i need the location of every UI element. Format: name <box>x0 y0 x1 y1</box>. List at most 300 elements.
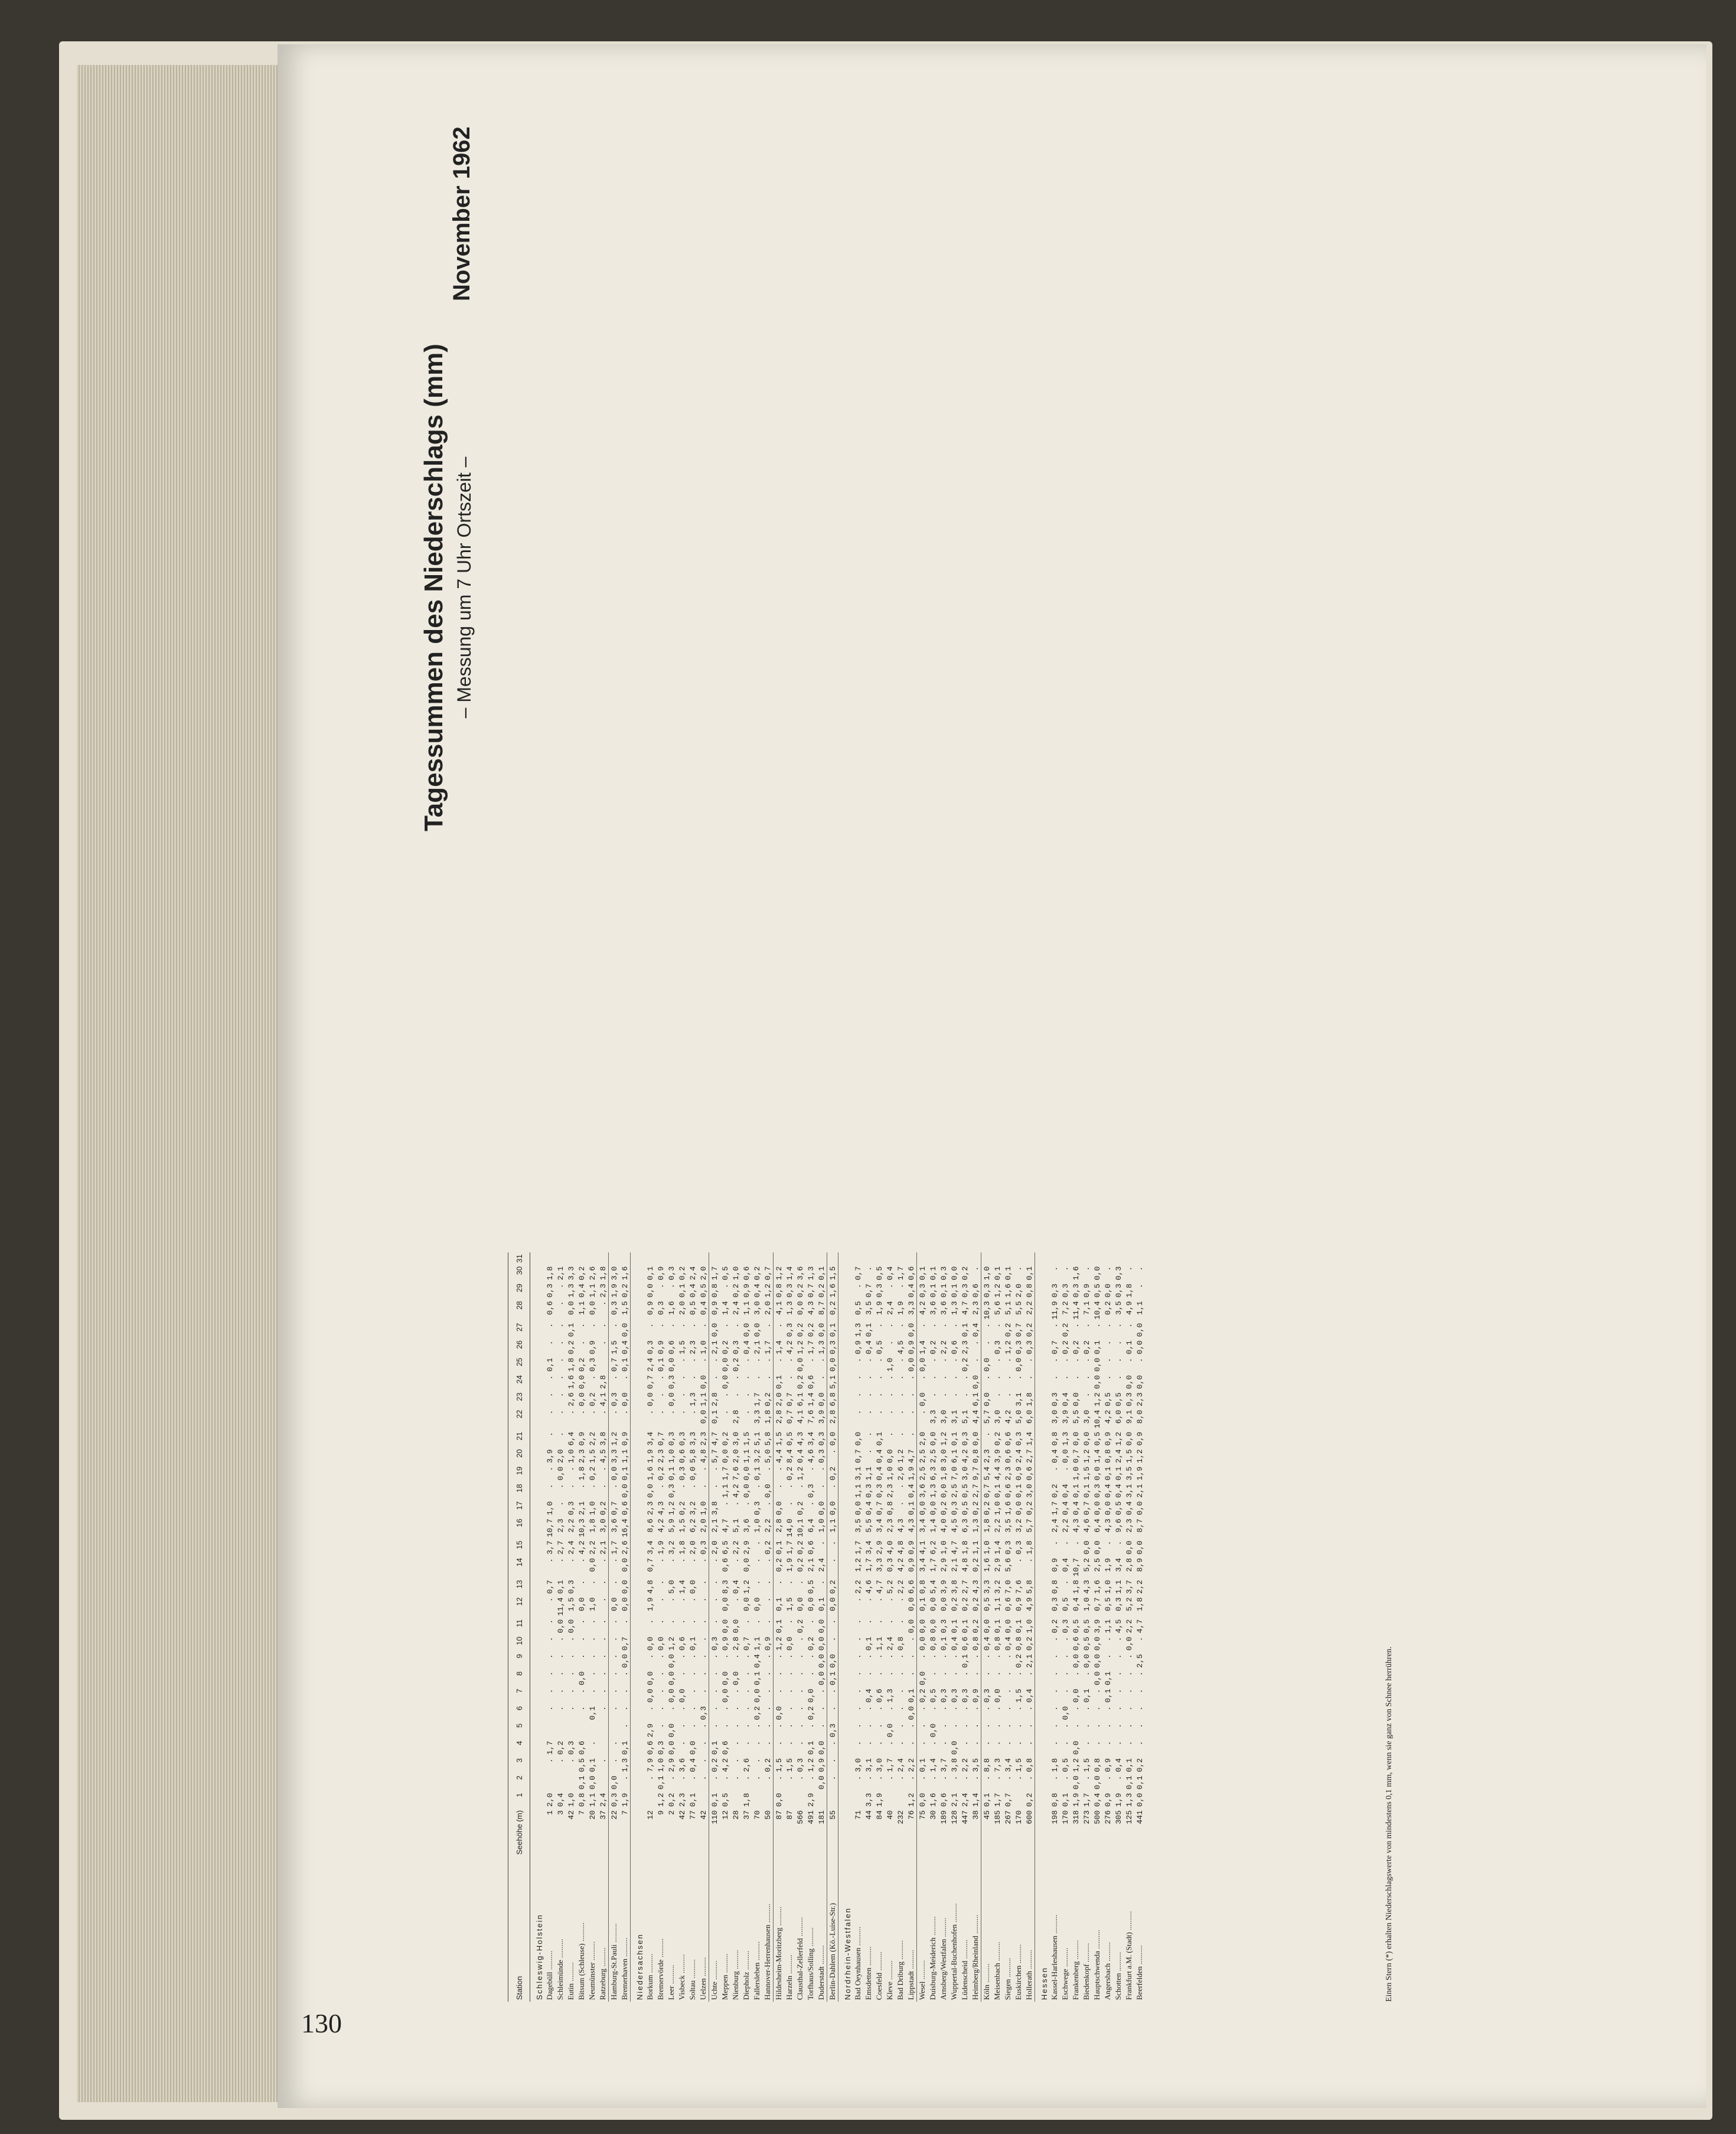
precip-value: . <box>885 1284 895 1288</box>
precip-value: . <box>545 1340 554 1345</box>
precip-value: 3,2 <box>752 1449 762 1463</box>
precip-value: 0,0 <box>1103 1284 1112 1298</box>
precip-value: . <box>960 1671 970 1676</box>
precip-value: . <box>874 1671 884 1676</box>
precip-value: 1,4 <box>993 1541 1002 1555</box>
precip-value: . <box>1071 1375 1081 1380</box>
precip-value <box>774 1252 785 1264</box>
precip-value: 3,7 <box>545 1541 554 1555</box>
precip-value: 1,3 <box>1124 1793 1134 1807</box>
precip-value: . <box>556 1409 565 1415</box>
precip-value: . <box>1135 1358 1144 1363</box>
precip-value: 0,5 <box>1071 1619 1081 1633</box>
precip-value: . <box>1124 1266 1134 1271</box>
header-day: 30 <box>508 1265 530 1282</box>
precip-value: 0,7 <box>1003 1793 1013 1807</box>
precip-value: . <box>1050 1375 1059 1380</box>
precip-value: 3,0 <box>1024 1484 1034 1498</box>
precip-value: 3,0 <box>731 1431 740 1446</box>
precip-value: 6,4 <box>566 1431 576 1446</box>
precip-value: 0,0 <box>577 1597 586 1611</box>
precip-value: . <box>1050 1776 1059 1780</box>
precip-value <box>1049 1252 1060 1264</box>
precip-value: . <box>556 1558 565 1563</box>
precip-value <box>576 1722 587 1739</box>
precip-value: 0,3 <box>699 1541 708 1555</box>
precip-value: 1,4 <box>971 1793 980 1807</box>
precip-value: 1,7 <box>896 1266 905 1280</box>
station-height: 447 <box>960 1810 970 1825</box>
precip-value <box>1013 1791 1024 1808</box>
precip-value: 4,1 <box>598 1392 608 1407</box>
precip-value: 0,1 <box>864 1323 873 1337</box>
precip-value: 4,7 <box>1135 1619 1144 1633</box>
station-height: 12 <box>720 1810 730 1820</box>
station-name: Nienburg .......... <box>731 1950 740 2000</box>
precip-value <box>863 1252 874 1264</box>
precip-value: 0,3 <box>1114 1266 1123 1280</box>
precip-value: 1,5 <box>827 1265 838 1282</box>
precip-value: 1,3 <box>620 1758 629 1773</box>
precip-value: . <box>795 1706 805 1711</box>
precip-value: . <box>752 1758 762 1763</box>
precip-value: . <box>566 1636 576 1642</box>
precip-value: 0,7 <box>609 1356 620 1373</box>
precip-value <box>1071 1252 1081 1264</box>
precip-value: . <box>949 1654 959 1659</box>
precip-value: . <box>806 1358 815 1363</box>
precip-value: 0,0 <box>763 1484 772 1498</box>
precip-value: 0,4 <box>688 1284 697 1298</box>
precip-value: . <box>993 1723 1002 1728</box>
precip-value: . <box>981 1339 993 1356</box>
precip-value: . <box>1082 1266 1091 1271</box>
precip-value: . <box>677 1619 687 1624</box>
precip-value: 0,0 <box>1060 1706 1070 1720</box>
precip-value: 0,8 <box>896 1636 905 1651</box>
precip-value: 3,9 <box>1060 1409 1070 1424</box>
precip-value: . <box>993 1323 1002 1328</box>
precip-value: 0,3 <box>609 1299 620 1321</box>
precip-value: 0,3 <box>588 1358 597 1372</box>
precip-value: 2,2 <box>939 1340 948 1355</box>
precip-value: . <box>720 1409 730 1415</box>
precip-value: 1,4 <box>720 1301 730 1315</box>
precip-value: . <box>688 1358 697 1363</box>
precip-value: 0,2 <box>1060 1340 1070 1355</box>
precip-value: 0,0 <box>645 1689 655 1703</box>
precip-value: 0,0 <box>577 1671 586 1685</box>
precip-value: 1,1 <box>864 1466 873 1481</box>
precip-value: 0,4 <box>1114 1758 1123 1773</box>
precip-value: . <box>556 1301 565 1306</box>
precip-value: 0,1 <box>874 1431 884 1446</box>
precip-value: . <box>917 1739 928 1756</box>
precip-value: 1,0 <box>981 1539 993 1556</box>
precip-value: 4,7 <box>709 1430 720 1447</box>
precip-value: 2,5 <box>1092 1558 1102 1572</box>
precip-value: 0,0 <box>853 1501 863 1515</box>
precip-value: 1,1 <box>971 1541 980 1555</box>
precip-value: 0,2 <box>588 1466 597 1481</box>
precip-value: 4,9 <box>1024 1597 1034 1611</box>
precip-value: 0,2 <box>656 1466 665 1481</box>
precip-value: 0,5 <box>1082 1636 1091 1651</box>
precip-value: . <box>949 1776 959 1780</box>
precip-value: 0,5 <box>960 1501 970 1515</box>
precip-value: 0,9 <box>906 1340 916 1355</box>
precip-value: 3,6 <box>742 1518 751 1533</box>
precip-value <box>544 1774 555 1791</box>
precip-value: 0,9 <box>656 1266 665 1280</box>
precip-value: 5,1 <box>827 1373 838 1391</box>
precip-value: 0,4 <box>1060 1484 1070 1498</box>
precip-value: 0,1 <box>774 1595 785 1617</box>
table-row <box>720 1252 730 2002</box>
precip-value: 3,4 <box>874 1518 884 1533</box>
precip-value: 1,2 <box>795 1340 805 1355</box>
precip-value: . <box>906 1723 916 1728</box>
precip-value: 0,2 <box>588 1392 597 1407</box>
table-row <box>960 1252 970 2002</box>
precip-value: 2,2 <box>566 1518 576 1533</box>
precip-value: 2,4 <box>645 1358 655 1372</box>
precip-value: . <box>1124 1706 1134 1711</box>
precip-value: . <box>827 1757 838 1774</box>
precip-value: . <box>699 1671 708 1676</box>
precip-value: 0,1 <box>1124 1758 1134 1773</box>
precip-value: 0,0 <box>720 1597 730 1611</box>
precip-value: . <box>667 1706 676 1711</box>
precip-value: . <box>1135 1636 1144 1642</box>
station-name: Köln .......... <box>981 1856 993 2002</box>
precip-value: 0,4 <box>1071 1501 1081 1515</box>
precip-value: 4,8 <box>645 1580 655 1594</box>
precip-value: 0,1 <box>928 1284 938 1298</box>
table-row <box>928 1252 938 2002</box>
precip-value: 0,0 <box>609 1595 620 1617</box>
table-row <box>709 1252 720 2002</box>
precip-value: 4,3 <box>1103 1518 1112 1533</box>
station-name: Lippstadt .......... <box>906 1950 915 2000</box>
station-height: 40 <box>885 1810 895 1820</box>
precip-value: 0,0 <box>556 1466 565 1481</box>
precip-value: 4,7 <box>874 1580 884 1594</box>
precip-value: . <box>566 1484 576 1489</box>
precip-value: 0,1 <box>1082 1484 1091 1498</box>
precip-value: . <box>720 1284 730 1288</box>
precip-value: . <box>939 1671 948 1676</box>
precip-value: 1,1 <box>588 1793 597 1807</box>
precip-value: . <box>1060 1689 1070 1694</box>
precip-value: 5,4 <box>928 1580 938 1594</box>
station-name: Biedenkopf .......... <box>1082 1943 1091 2000</box>
precip-value: 0,0 <box>917 1617 928 1634</box>
precip-value: . <box>817 1358 826 1363</box>
precip-value: . <box>817 1375 826 1380</box>
precip-value: 0,0 <box>917 1356 928 1373</box>
precip-value: . <box>993 1671 1002 1676</box>
precip-value: 0,1 <box>827 1321 838 1339</box>
station-height: 500 <box>1092 1810 1102 1825</box>
precip-value <box>555 1722 566 1739</box>
precip-value: 3,4 <box>645 1541 655 1555</box>
station-height: 3 <box>556 1810 565 1815</box>
precip-value: . <box>806 1723 815 1728</box>
station-name: Wesel .......... <box>917 1856 928 2002</box>
precip-value: 0,1 <box>1060 1793 1070 1807</box>
precip-value: 5,1 <box>752 1431 762 1446</box>
precip-value: . <box>817 1541 826 1545</box>
precip-value: 0,2 <box>731 1284 740 1298</box>
station-name: Lüdenscheid .......... <box>960 1939 969 2000</box>
precip-value: 16,4 <box>620 1518 629 1538</box>
station-name: Fallersleben .......... <box>752 1941 761 2000</box>
precip-value: 0,0 <box>688 1741 697 1755</box>
precip-value <box>619 1252 631 1264</box>
precip-value: . <box>688 1597 697 1602</box>
station-height: 189 <box>939 1810 948 1825</box>
precip-value: 0,9 <box>577 1431 586 1446</box>
precip-value: 1,9 <box>785 1558 794 1572</box>
precip-value: . <box>864 1741 873 1746</box>
precip-value: 11,9 <box>1050 1301 1059 1320</box>
precip-value: 2,8 <box>598 1375 608 1389</box>
precip-value: . <box>763 1375 772 1380</box>
precip-value: 0,0 <box>1135 1501 1144 1515</box>
precip-value: . <box>1114 1340 1123 1345</box>
station-name: Hollerath .......... <box>1024 1950 1033 2000</box>
precip-value <box>598 1739 609 1756</box>
precip-value: 0,0 <box>620 1558 629 1572</box>
precip-value: 3,9 <box>817 1409 826 1424</box>
precip-value: 0,2 <box>1050 1484 1059 1498</box>
precip-value: 0,0 <box>1092 1358 1102 1372</box>
precip-value: . <box>556 1358 565 1363</box>
precip-value: 0,2 <box>720 1431 730 1446</box>
precip-value: 0,8 <box>577 1793 586 1807</box>
precip-value: 0,2 <box>795 1284 805 1298</box>
page-number: 130 <box>301 2008 342 2038</box>
precip-value: . <box>917 1652 928 1669</box>
precip-value: 0,9 <box>1014 1597 1023 1611</box>
precip-value <box>576 1252 587 1264</box>
precip-value: 0,0 <box>1135 1340 1144 1355</box>
precip-value <box>816 1252 827 1264</box>
precip-value: 0,0 <box>588 1776 597 1790</box>
precip-value: 0,5 <box>874 1266 884 1280</box>
precip-value: 0,2 <box>720 1340 730 1355</box>
precip-value: 2,4 <box>1014 1449 1023 1463</box>
precip-value <box>1081 1252 1092 1264</box>
station-height: 318 <box>1071 1810 1081 1825</box>
precip-value: 0,0 <box>949 1741 959 1755</box>
precip-value <box>544 1722 555 1739</box>
precip-value: 0,0 <box>742 1484 751 1498</box>
precip-value: 0,2 <box>1135 1758 1144 1773</box>
precip-value: . <box>971 1671 980 1676</box>
precip-value: 0,1 <box>906 1501 916 1515</box>
precip-value: . <box>598 1340 608 1345</box>
precip-value: 1,7 <box>785 1541 794 1555</box>
precip-value: . <box>1103 1323 1112 1328</box>
table-row <box>1013 1252 1024 2002</box>
precip-value: . <box>731 1706 740 1711</box>
table-row <box>1003 1252 1013 2002</box>
precip-value: . <box>993 1392 1002 1398</box>
precip-value: . <box>1060 1580 1070 1585</box>
table-row <box>1092 1252 1102 2002</box>
precip-value: 1,3 <box>566 1284 576 1298</box>
precip-value: 0,1 <box>917 1757 928 1774</box>
precip-value: 0,5 <box>699 1284 708 1298</box>
precip-value: 0,0 <box>981 1617 993 1634</box>
precip-value: . <box>939 1706 948 1711</box>
precip-value: 5,1 <box>731 1518 740 1533</box>
precip-value: 3,6 <box>795 1266 805 1280</box>
precip-value: 1,1 <box>752 1636 762 1651</box>
precip-value: 3,4 <box>917 1557 928 1578</box>
precip-value: . <box>874 1619 884 1624</box>
precip-value: 0,5 <box>1103 1392 1112 1407</box>
precip-value: 4,2 <box>731 1484 740 1498</box>
station-height: 45 <box>981 1809 993 1856</box>
header-day: 31 <box>508 1252 530 1264</box>
precip-value: . <box>699 1358 708 1363</box>
station-name: Wuppertal-Buchenhofen .......... <box>949 1903 958 2000</box>
precip-value: 0,0 <box>742 1466 751 1481</box>
precip-value: 0,0 <box>1071 1741 1081 1755</box>
precip-value: 2,1 <box>949 1793 959 1807</box>
precip-value: 0,3 <box>917 1282 928 1299</box>
precip-value: 0,1 <box>960 1323 970 1337</box>
precip-value: . <box>896 1501 905 1506</box>
precip-value: 0,0 <box>1135 1541 1144 1555</box>
precip-value: . <box>545 1409 554 1415</box>
precip-value <box>917 1252 928 1264</box>
precip-value: . <box>1114 1776 1123 1780</box>
header-day: 2 <box>508 1774 530 1791</box>
precip-value: . <box>609 1652 620 1669</box>
precip-value: 0,0 <box>1135 1375 1144 1389</box>
precip-value: . <box>709 1617 720 1634</box>
precip-value: . <box>874 1706 884 1711</box>
precip-value: 6,4 <box>1092 1518 1102 1533</box>
precip-value: 0,3 <box>645 1340 655 1355</box>
precip-value: 0,0 <box>620 1654 629 1668</box>
precip-value: 0,2 <box>993 1431 1002 1446</box>
precip-value: 8,8 <box>981 1757 993 1774</box>
precip-value: 0,3 <box>1050 1597 1059 1611</box>
precip-value: 1,7 <box>1082 1793 1091 1807</box>
precip-value: . <box>981 1722 993 1739</box>
precip-value: 0,0 <box>742 1558 751 1572</box>
precip-value: 0,7 <box>1092 1597 1102 1611</box>
precip-value: 3,4 <box>1114 1558 1123 1572</box>
precip-value: . <box>981 1774 993 1791</box>
precip-value: 2,3 <box>1135 1392 1144 1407</box>
precip-value: 0,4 <box>1050 1449 1059 1463</box>
precip-value <box>587 1722 598 1739</box>
precip-value: . <box>971 1654 980 1659</box>
precip-value: 5,1 <box>960 1409 970 1424</box>
precip-value: . <box>656 1284 665 1288</box>
precip-value: 2,5 <box>949 1484 959 1498</box>
precip-value: . <box>1082 1358 1091 1363</box>
precip-value: 0,1 <box>1014 1619 1023 1633</box>
precip-value: 0,6 <box>971 1284 980 1298</box>
precip-value: . <box>620 1706 629 1711</box>
precip-value: . <box>1014 1375 1023 1380</box>
station-name: Diepholz .......... <box>742 1950 750 2000</box>
precip-value: 4,8 <box>896 1541 905 1555</box>
precip-value: 1,2 <box>806 1758 815 1773</box>
precip-value: . <box>545 1758 554 1763</box>
precip-value: 0,9 <box>1050 1558 1059 1572</box>
precip-value: 0,0 <box>917 1391 928 1408</box>
precip-value: . <box>609 1482 620 1499</box>
precip-value: 0,3 <box>1060 1619 1070 1633</box>
precip-value: 0,1 <box>566 1323 576 1337</box>
precip-value <box>709 1252 720 1264</box>
precip-value: 2,4 <box>896 1758 905 1773</box>
precip-value: . <box>1003 1358 1013 1363</box>
precip-value: 0,2 <box>806 1706 815 1720</box>
precip-value: 4,4 <box>774 1447 785 1464</box>
table-row <box>874 1252 885 2002</box>
precip-value: 0,0 <box>1124 1636 1134 1651</box>
precip-value: 0,3 <box>1014 1340 1023 1355</box>
precip-value: 0,3 <box>677 1431 687 1446</box>
precip-value <box>853 1252 863 1264</box>
precip-value: 0,0 <box>906 1706 916 1720</box>
precip-value: 5,2 <box>1124 1597 1134 1611</box>
precip-value: . <box>731 1654 740 1659</box>
precip-value: 4,3 <box>906 1518 916 1533</box>
table-row <box>598 1252 609 2002</box>
station-height: 9 <box>656 1810 665 1815</box>
precip-value: 4,6 <box>1082 1518 1091 1533</box>
precip-value: 0,2 <box>795 1323 805 1337</box>
precip-value: 0,6 <box>645 1741 655 1755</box>
precip-value: . <box>864 1671 873 1676</box>
precip-value: 0,5 <box>577 1758 586 1773</box>
precip-value: 1,0 <box>993 1501 1002 1515</box>
precip-value: . <box>709 1670 720 1687</box>
header-day: 29 <box>508 1282 530 1299</box>
precip-value: 3,1 <box>853 1466 863 1481</box>
precip-value: . <box>1103 1723 1112 1728</box>
precip-value <box>687 1252 698 1264</box>
precip-value: 1,5 <box>785 1597 794 1611</box>
precip-value: . <box>556 1654 565 1659</box>
precip-value: 0,2 <box>763 1758 772 1773</box>
precip-value: 0,4 <box>699 1301 708 1315</box>
precip-value: 0,2 <box>763 1392 772 1407</box>
precip-value: 3,0 <box>853 1758 863 1773</box>
precip-value: 2,6 <box>742 1758 751 1773</box>
precip-value: 0,1 <box>620 1741 629 1755</box>
precip-value: . <box>709 1356 720 1373</box>
precip-value: . <box>864 1619 873 1624</box>
precip-value: . <box>763 1597 772 1602</box>
precip-value: . <box>763 1741 772 1746</box>
precip-value: 3,2 <box>993 1580 1002 1594</box>
precip-value: 0,0 <box>720 1358 730 1372</box>
precip-value: 0,3 <box>949 1689 959 1703</box>
precip-value: 0,8 <box>917 1578 928 1595</box>
precip-value <box>741 1252 752 1264</box>
